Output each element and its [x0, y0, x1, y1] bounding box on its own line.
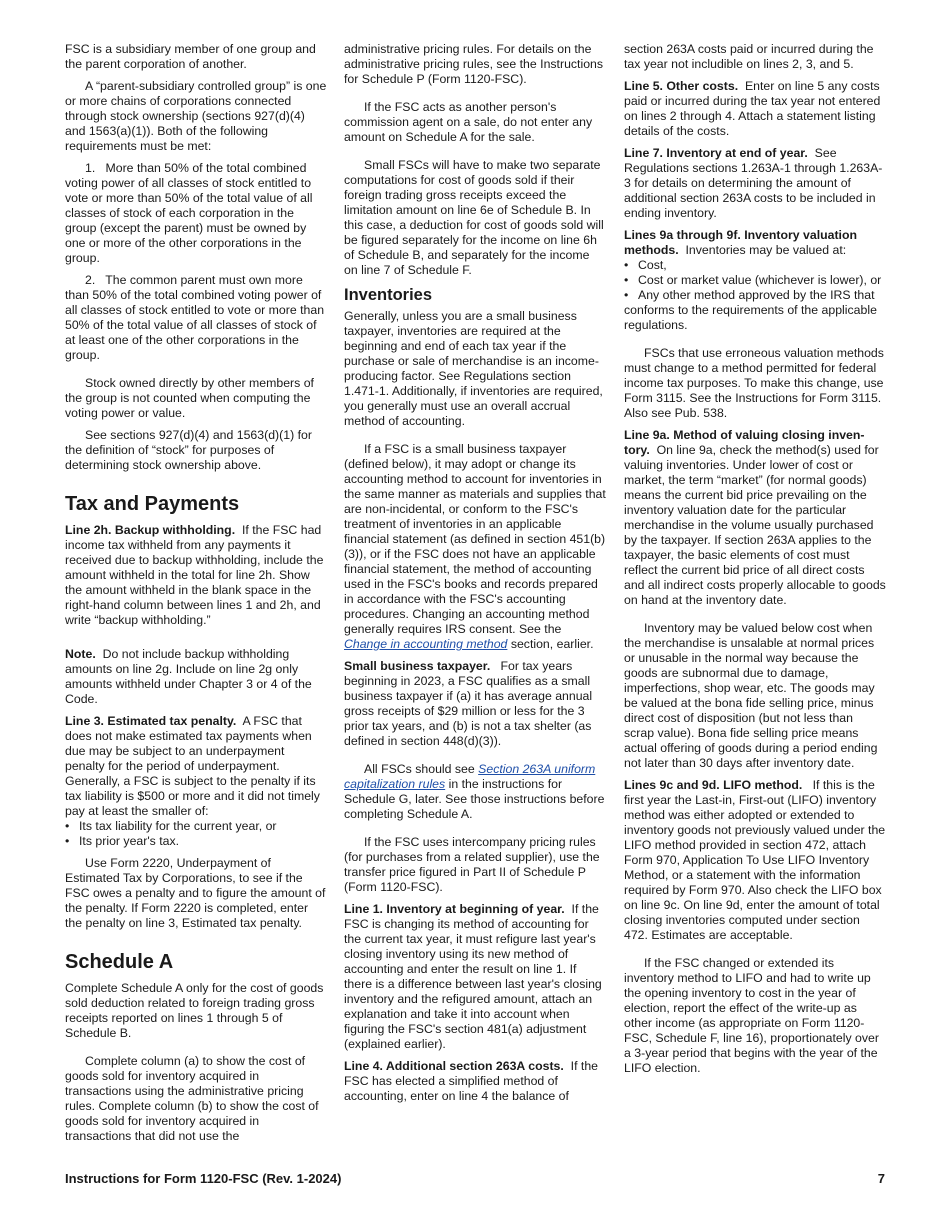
- section-263a-link[interactable]: Section 263A uniform capitalization rules: [344, 762, 596, 791]
- requirement-1: 1. More than 50% of the total combined voting power of all classes of stock entitled to vote or more than 50% of the total value of all classes of stock of each corporation in the group (except the parent) must be owned by one or more of the other corporations in the group.: [65, 161, 313, 265]
- paragraph: FSC is a subsidiary member of one group and the parent corporation of another.: [65, 42, 316, 71]
- line-1-paragraph: [344, 902, 606, 1052]
- run-in-heading: Note.: [65, 647, 96, 661]
- line-4-paragraph: [344, 1059, 606, 1104]
- paragraph-body: If this is the first year the Last-in, First-out (LIFO) inventory method was either adopted or extended to inventory goods not previously valued under the LIFO method provided in section 472, attach Form 970, Application To Use LIFO Inventory Method, or a statement with the information required by Form 970. Also check the LIFO box on line 9c. On line 9d, enter the amount of total closing inventories computed under section 472. Estimates are acceptable.: [624, 778, 886, 942]
- paragraph-body: See Regulations sections 1.263A-1 through 1.263A-3 for details on determining the amount of additional section 263A costs to be included in ending inventory.: [624, 146, 883, 220]
- paragraph: If the FSC uses intercompany pricing rules (for purchases from a related supplier), use the transfer price figured in Part II of Schedule P (Form 1120-FSC).: [344, 835, 600, 894]
- paragraph-body: All FSCs should see: [364, 762, 475, 776]
- paragraph: FSCs that use erroneous valuation methods must change to a method permitted for federal income tax purposes. To make this change, use Form 3115. See the Instructions for Form 3115. Also see Pub. 538.: [624, 346, 884, 420]
- run-in-heading: Line 2h. Backup withholding.: [65, 523, 236, 537]
- run-in-heading: Line 3. Estimated tax penalty.: [65, 714, 237, 728]
- run-in-heading: Line 7. Inventory at end of year.: [624, 146, 808, 160]
- bullet-item: • Its tax liability for the current year, or: [65, 819, 327, 834]
- small-business-taxpayer-paragraph: [344, 659, 606, 749]
- paragraph-body: If a FSC is a small business taxpayer (defined below), it may adopt or change its accounting method to account for inventories in the same manner as materials and supplies that are non-incidental, or conform to the FSC's treatment of inventories in an applicable financial statement (as defined in section 451(b)(3)), or if the FSC does not have an applicable financial statement, the method of accounting used in the FSC's books and records prepared in accordance with the FSC's accounting procedures. Changing an accounting method generally requires IRS consent. See the: [344, 442, 606, 636]
- paragraph-body: On line 9a, check the method(s) used for valuing inventories. Under lower of cost or market, the term “market” (for normal goods) means the current bid price prevailing on the inventory valuation date for the particular merchandise in the volume usually purchased by the taxpayer. If section 263A applies to the taxpayer, the basic elements of cost must reflect the current bid price of all direct costs and all indirect costs properly allocable to goods on hand at the inventory date.: [624, 443, 886, 607]
- paragraph: administrative pricing rules. For details on the administrative pricing rules, see the Instructions for Schedule P (Form 1120-FSC).: [344, 42, 604, 86]
- lines-9a-9f-paragraph: [624, 228, 886, 258]
- paragraph: A “parent-subsidiary controlled group” is one or more chains of corporations connected through stock ownership (sections 927(d)(4) and 1563(a)(1)). Both of the following requirements must be met:: [65, 79, 327, 153]
- lines-9c-9d-paragraph: [624, 778, 886, 943]
- paragraph-body: For tax years beginning in 2023, a FSC qualifies as a small business taxpayer if (a) it has average annual gross receipts of $29 million or less for the 3 prior tax years, and (b) is not a tax shelter (as defined in section 448(d)(3)).: [344, 659, 593, 748]
- paragraph-body: If the FSC is changing its method of accounting for the current tax year, it must refigure last year's closing inventory using its new method of accounting and enter the result on line 1. If there is a difference between last year's closing inventory and the refigured amount, attach an explanation and take it into account when figuring the FSC's section 481(a) adjustment (explained earlier).: [344, 902, 602, 1051]
- column-left: [65, 42, 327, 1144]
- paragraph: Stock owned directly by other members of the group is not counted when computing the voting power or value.: [65, 376, 314, 420]
- paragraph: [344, 762, 606, 822]
- column-middle: [344, 42, 606, 1104]
- run-in-heading: Line 5. Other costs.: [624, 79, 739, 93]
- bullet-item: • Cost,: [624, 258, 886, 273]
- line-9a-paragraph: [624, 428, 886, 608]
- run-in-heading: Line 4. Additional section 263A costs.: [344, 1059, 564, 1073]
- paragraph: Small FSCs will have to make two separate computations for cost of goods sold if their foreign trading gross receipts exceed the limitation amount on line 6e of Schedule B. In this case, a deduction for cost of goods sold will be figured separately for the income on line 6h of Schedule B, and separately for the income on line 7 of Schedule F.: [344, 158, 604, 277]
- footer-title: Instructions for Form 1120-FSC (Rev. 1-2024): [65, 1171, 342, 1186]
- column-right: [624, 42, 886, 1076]
- bullet-item: • Its prior year's tax.: [65, 834, 327, 849]
- paragraph-body: If the FSC had income tax withheld from any payments it received due to backup withholding, include the amount withheld in the total for line 2h. Show the amount withheld in the blank space in the right-hand column between lines 1 and 2h, and write “backup withholding.”: [65, 523, 324, 627]
- page-footer: [65, 1171, 885, 1186]
- bullet-item: • Cost or market value (whichever is lower), or: [624, 273, 886, 288]
- paragraph-body: Do not include backup withholding amounts on line 2g. Include on line 2g only amounts withheld under Chapter 3 or 4 of the Code.: [65, 647, 312, 706]
- note-paragraph: [65, 647, 327, 707]
- line-5-paragraph: [624, 79, 886, 139]
- paragraph: Generally, unless you are a small business taxpayer, inventories are required at the beginning and end of each tax year if the purchase or sale of merchandise is an income-producing factor. See Regulations section 1.471-1. Additionally, if inventories are required, you generally must use an overall accrual method of accounting.: [344, 309, 603, 428]
- line-3-paragraph: [65, 714, 327, 819]
- bullet-item: • Any other method approved by the IRS that conforms to the requirements of the applicable regulations.: [624, 288, 886, 333]
- line-2h-paragraph: [65, 523, 327, 628]
- change-in-accounting-method-link[interactable]: Change in accounting method: [344, 637, 508, 651]
- run-in-heading: Lines 9c and 9d. LIFO method.: [624, 778, 803, 792]
- paragraph-body: Inventories may be valued at:: [685, 243, 847, 257]
- paragraph: section 263A costs paid or incurred during the tax year not includible on lines 2, 3, and 5.: [624, 42, 874, 71]
- paragraph: Inventory may be valued below cost when the merchandise is unsalable at normal prices or unusable in the normal way because the goods are subnormal due to damage, imperfections, shop wear, etc. The goods may be valued at the bona fide selling price, minus direct cost of disposition (but not less than scrap value). Bona fide selling price means actual offering of goods during a period ending not later than 30 days after inventory date.: [624, 621, 878, 770]
- paragraph: If the FSC changed or extended its inventory method to LIFO and had to write up the opening inventory to cost in the year of election, report the effect of the write-up as other income (as appropriate on Form 1120-FSC, Schedule F, line 16), proportionately over a 3-year period that begins with the year of the LIFO election.: [624, 956, 879, 1075]
- section-heading-inventories: Inventories: [344, 286, 433, 304]
- paragraph-body: A FSC that does not make estimated tax payments when due may be subject to an underpayment penalty for the period of underpayment. Generally, a FSC is subject to the penalty if its tax liability is $500 or more and it did not timely pay at least the smaller of:: [65, 714, 320, 818]
- paragraph: Use Form 2220, Underpayment of Estimated Tax by Corporations, to see if the FSC owes a penalty and to figure the amount of the penalty. If Form 2220 is completed, enter the penalty on line 3, Estimated tax penalty.: [65, 856, 326, 930]
- paragraph-body: in the instructions for Schedule G, later. See those instructions before completing Schedule A.: [344, 777, 605, 821]
- run-in-heading: Line 9a. Method of valuing closing inven-tory.: [624, 428, 865, 457]
- line-7-paragraph: [624, 146, 886, 221]
- requirement-2: 2. The common parent must own more than 50% of the total combined voting power of all classes of stock entitled to vote or more than 50% of the total value of all classes of stock of at least one of the other corporations in the group.: [65, 273, 325, 362]
- paragraph-body: If the FSC has elected a simplified method of accounting, enter on line 4 the balance of: [344, 1059, 599, 1103]
- run-in-heading: Small business taxpayer.: [344, 659, 491, 673]
- run-in-heading: Line 1. Inventory at beginning of year.: [344, 902, 565, 916]
- paragraph-body: section, earlier.: [510, 637, 594, 651]
- paragraph: [344, 442, 606, 652]
- paragraph: If the FSC acts as another person's commission agent on a sale, do not enter any amount on Schedule A for the sale.: [344, 100, 593, 144]
- section-heading-tax-and-payments: Tax and Payments: [65, 493, 240, 515]
- paragraph: Complete Schedule A only for the cost of goods sold deduction related to foreign trading gross receipts reported on lines 1 through 5 of Schedule B.: [65, 981, 324, 1040]
- run-in-heading: Lines 9a through 9f. Inventory valuation methods.: [624, 228, 857, 257]
- paragraph-body: Enter on line 5 any costs paid or incurred during the tax year not entered on lines 2 through 4. Attach a statement listing details of the costs.: [624, 79, 881, 138]
- section-heading-schedule-a: Schedule A: [65, 951, 174, 973]
- page-number: 7: [877, 1171, 885, 1186]
- paragraph: See sections 927(d)(4) and 1563(d)(1) for the definition of “stock” for purposes of determining stock ownership above.: [65, 428, 312, 472]
- paragraph: Complete column (a) to show the cost of goods sold for inventory acquired in transactions using the administrative pricing rules. Complete column (b) to show the cost of goods sold for inventory acquired in transactions that did not use the: [65, 1054, 319, 1143]
